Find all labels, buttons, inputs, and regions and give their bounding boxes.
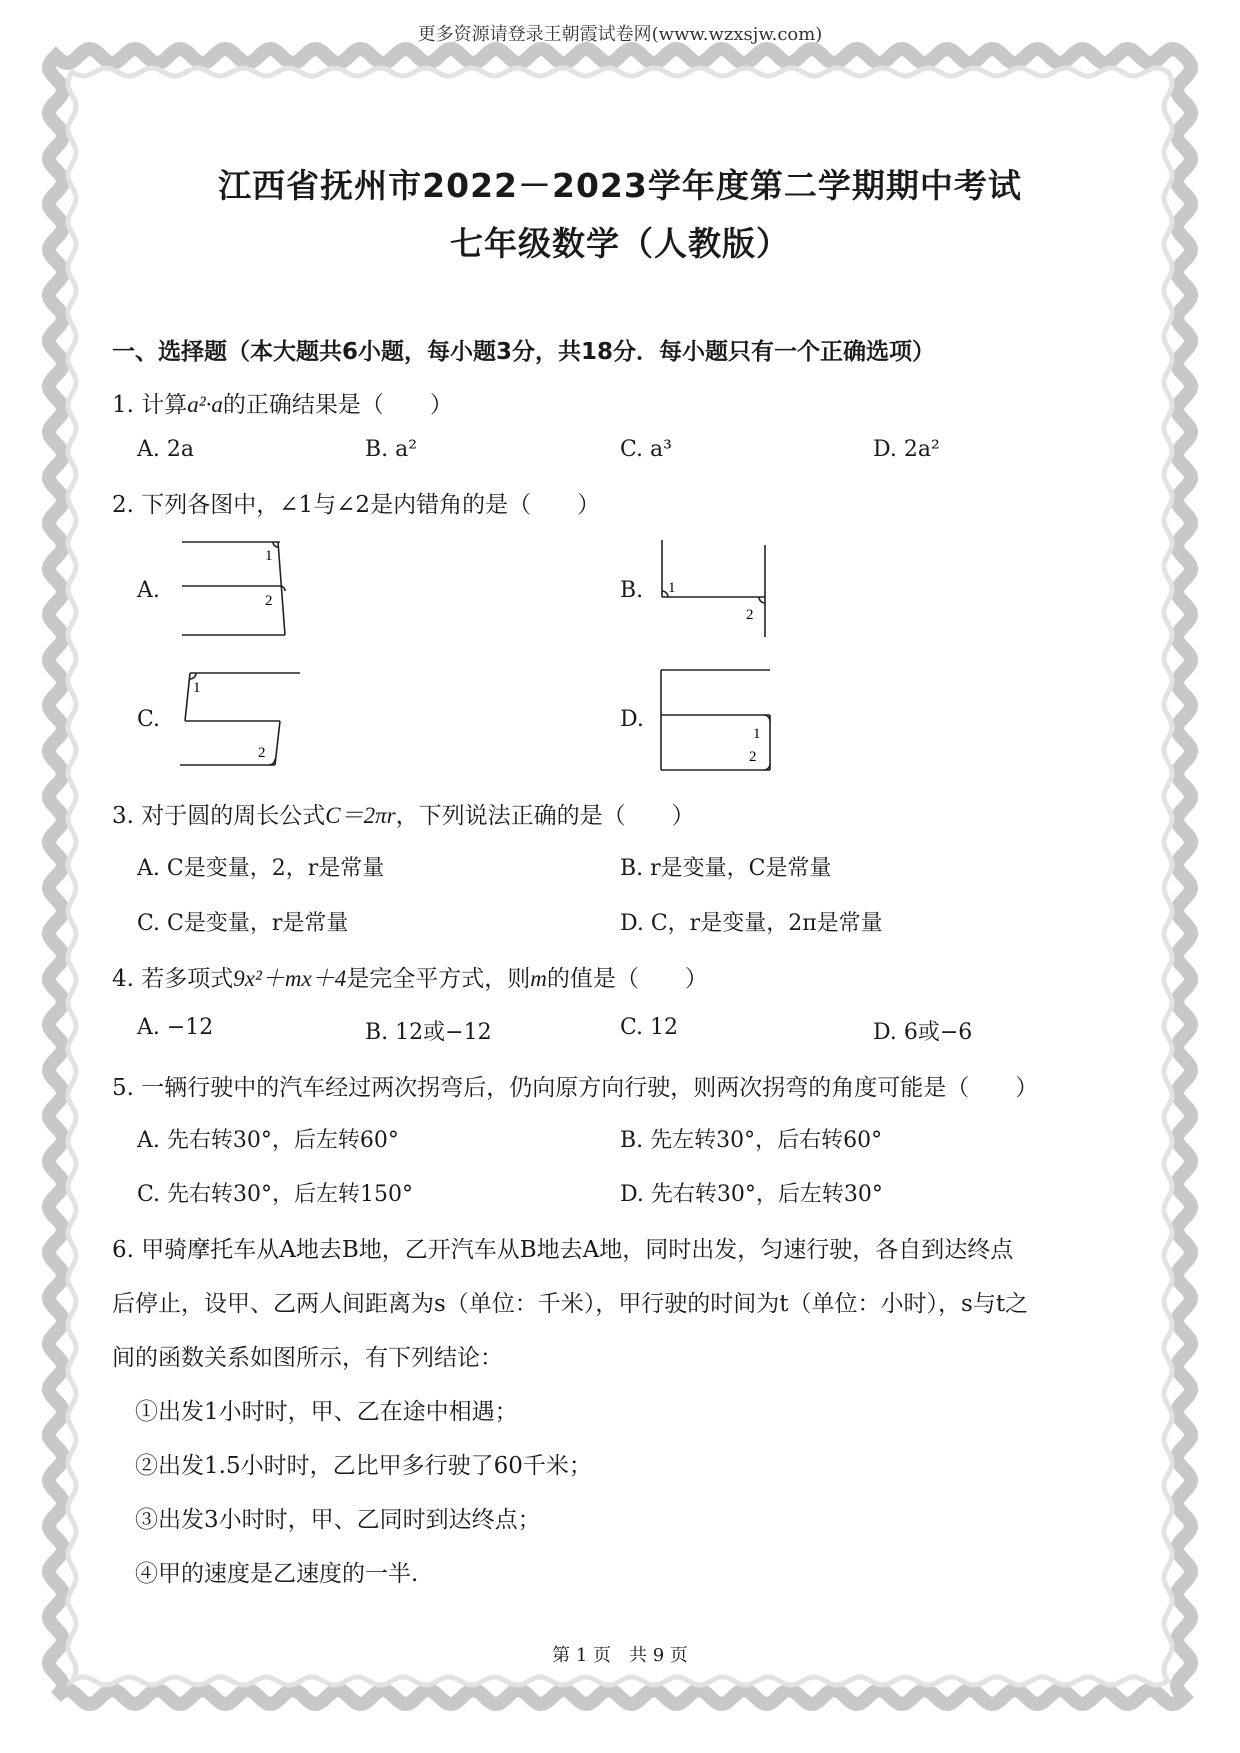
q2-b-angle-2: 2 <box>746 607 754 623</box>
q3-option-c[interactable]: C. C是变量，r是常量 <box>137 911 349 936</box>
q6-conclusion-2: ②出发1.5小时时，乙比甲多行驶了60千米； <box>135 1453 592 1479</box>
q5-option-d[interactable]: D. 先右转30°，后左转30° <box>620 1182 883 1207</box>
q2-figure-c <box>170 665 310 775</box>
q2-figure-d <box>655 665 785 775</box>
question-3-prefix: 3. 对于圆的周长公式 <box>112 803 326 829</box>
question-3-suffix: ，下列说法正确的是（ ） <box>395 803 695 829</box>
q4-option-b[interactable]: B. 12或−12 <box>365 1020 492 1045</box>
q2-d-angle-1: 1 <box>753 726 761 742</box>
q1-option-a[interactable]: A. 2a <box>137 437 194 462</box>
exam-subtitle: 七年级数学（人教版） <box>450 224 790 263</box>
question-2: 2. 下列各图中，∠1与∠2是内错角的是（ ） <box>112 492 601 518</box>
page-footer: 第 1 页 共 9 页 <box>552 1645 688 1666</box>
question-4 <box>112 960 708 993</box>
q6-conclusion-4: ④甲的速度是乙速度的一半. <box>135 1561 419 1587</box>
q2-figure-b <box>650 535 780 645</box>
question-4-mid: 是完全平方式，则 <box>346 966 531 992</box>
section-heading: 一、选择题（本大题共6小题，每小题3分，共18分．每小题只有一个正确选项） <box>112 339 936 365</box>
q3-option-d[interactable]: D. C，r是变量，2π是常量 <box>620 911 883 936</box>
q6-conclusion-1: ①出发1小时时，甲、乙在途中相遇； <box>135 1399 518 1425</box>
q4-option-c[interactable]: C. 12 <box>620 1015 679 1040</box>
q1-option-c[interactable]: C. a³ <box>620 437 672 462</box>
q4-option-d[interactable]: D. 6或−6 <box>873 1020 973 1045</box>
question-1 <box>112 386 453 419</box>
exam-title: 江西省抚州市2022－2023学年度第二学期期中考试 <box>218 166 1022 205</box>
page-header: 更多资源请登录王朝霞试卷网(www.wzxsjw.com) <box>417 24 823 45</box>
q2-b-angle-1: 1 <box>668 580 676 596</box>
q2-c-angle-1: 1 <box>193 680 201 696</box>
q2-option-d[interactable]: D. <box>620 707 644 732</box>
question-1-suffix: 的正确结果是（ ） <box>222 392 453 418</box>
q2-option-c[interactable]: C. <box>137 707 161 732</box>
question-1-prefix: 1. 计算 <box>112 392 188 418</box>
question-3 <box>112 797 695 830</box>
q2-option-a[interactable]: A. <box>137 578 160 603</box>
q4-option-a[interactable]: A. −12 <box>137 1015 214 1040</box>
q2-a-angle-2: 2 <box>265 593 273 609</box>
q5-option-a[interactable]: A. 先右转30°，后左转60° <box>137 1128 399 1153</box>
question-4-prefix: 4. 若多项式 <box>112 966 234 992</box>
q3-option-a[interactable]: A. C是变量，2，r是常量 <box>137 856 385 881</box>
q5-option-c[interactable]: C. 先右转30°，后左转150° <box>137 1182 414 1207</box>
question-6-line-1: 6. 甲骑摩托车从A地去B地，乙开汽车从B地去A地，同时出发，匀速行驶，各自到达终点 <box>112 1237 1014 1263</box>
q1-option-d[interactable]: D. 2a² <box>873 437 940 462</box>
q2-c-angle-2: 2 <box>258 745 266 761</box>
q2-figure-a <box>170 530 300 640</box>
question-3-formula: C＝2πr <box>325 803 396 828</box>
q5-option-b[interactable]: B. 先左转30°，后右转60° <box>620 1128 883 1153</box>
q1-option-b[interactable]: B. a² <box>365 437 418 462</box>
q2-d-angle-2: 2 <box>749 749 757 765</box>
q2-a-angle-1: 1 <box>265 548 273 564</box>
q2-option-b[interactable]: B. <box>620 578 644 603</box>
q3-option-b[interactable]: B. r是变量，C是常量 <box>620 856 832 881</box>
question-4-suffix: 的值是（ ） <box>546 966 708 992</box>
question-4-polynomial: 9x²＋mx＋4 <box>233 966 347 991</box>
question-6-line-3: 间的函数关系如图所示，有下列结论： <box>112 1345 503 1371</box>
question-6-line-2: 后停止，设甲、乙两人间距离为s（单位：千米），甲行驶的时间为t（单位：小时），s与t之 <box>112 1291 1029 1317</box>
q6-conclusion-3: ③出发3小时时，甲、乙同时到达终点； <box>135 1507 541 1533</box>
question-4-variable: m <box>530 966 547 991</box>
question-1-expression: a²·a <box>187 392 223 417</box>
question-5: 5. 一辆行驶中的汽车经过两次拐弯后，仍向原方向行驶，则两次拐弯的角度可能是（ ） <box>112 1075 1039 1101</box>
